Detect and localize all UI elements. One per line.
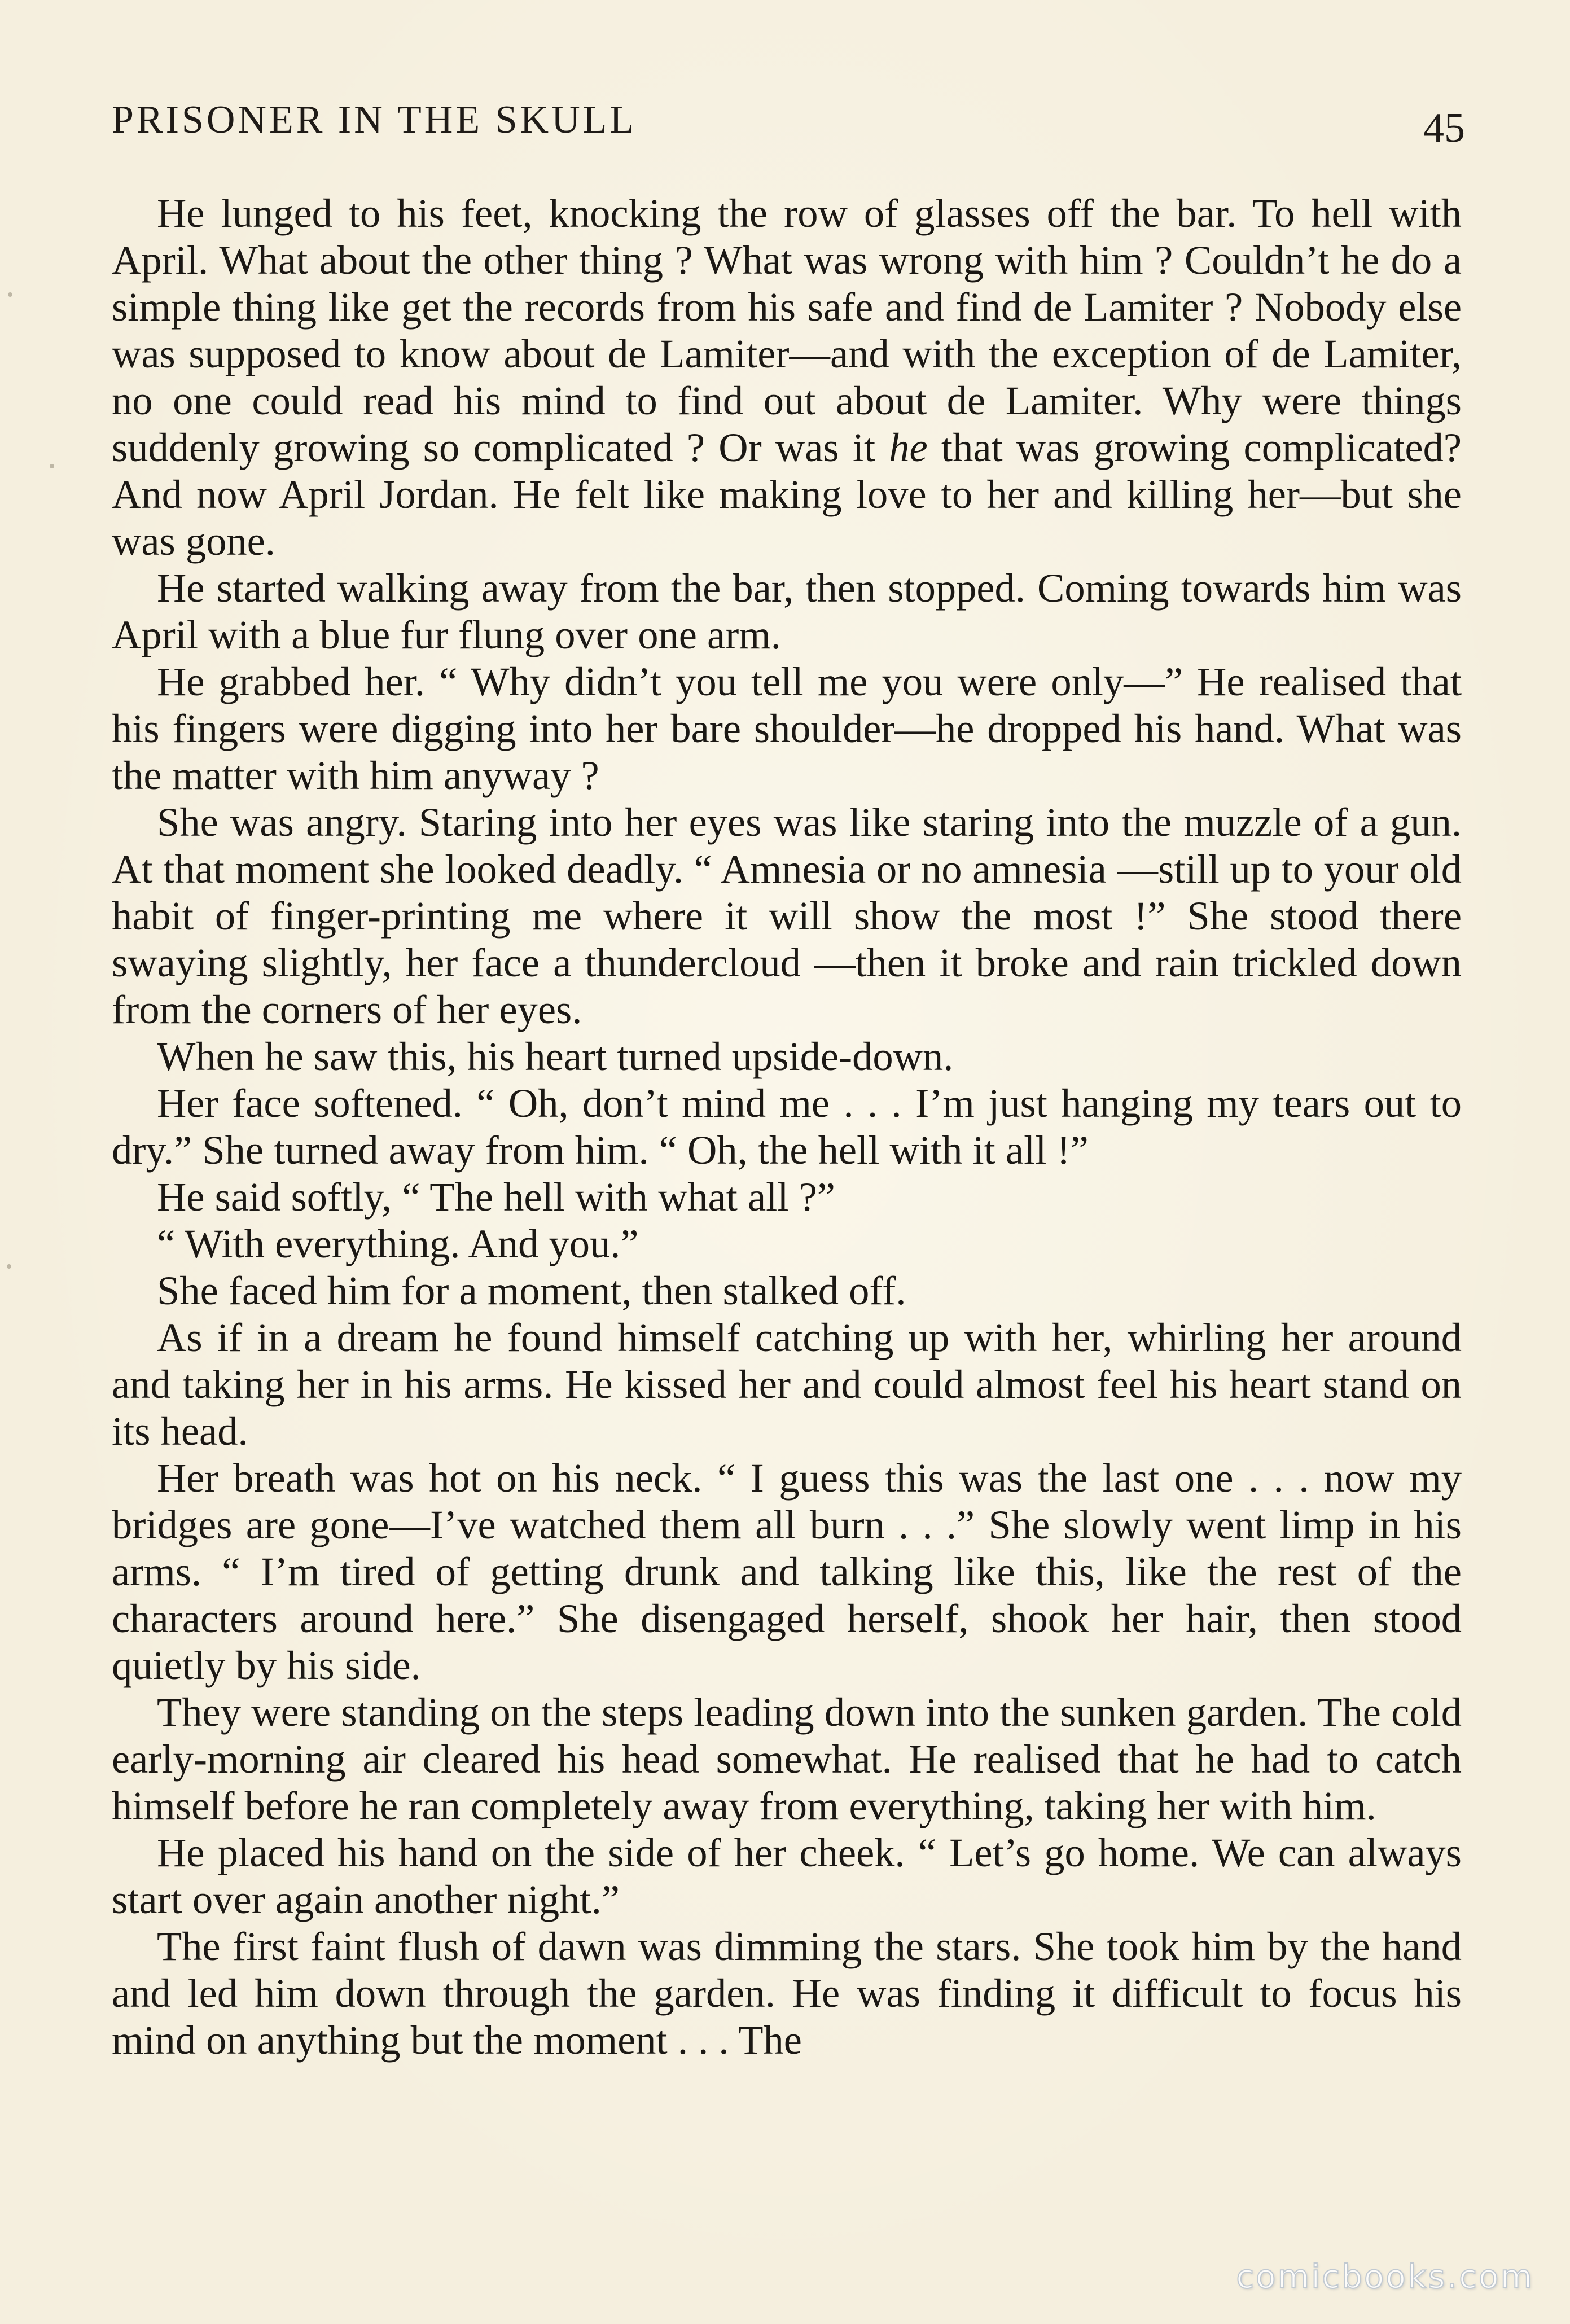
paragraph: Her breath was hot on his neck. “ I guess this was the last one . . . now my bridges are gone—I’ve watched them all burn . . .” She slowly went limp in his arms. “ I’m tired of getting drunk and talking like this, like the rest of the characters around here.” She disengaged herself, shook her hair, then stood quietly by his side.	[112, 1455, 1462, 1688]
paragraph: She was angry. Staring into her eyes was like staring into the muzzle of a gun. At that moment she looked deadly. “ Amnesia or no amnesia —still up to your old habit of finger-printing me where it will show the most !” She stood there swaying slightly, her face a thundercloud —then it broke and rain trickled down from the corners of her eyes.	[112, 799, 1462, 1032]
paragraph: They were standing on the steps leading down into the sunken garden. The cold early-morning air cleared his head somewhat. He realised that he had to catch himself before he ran completely away from everything, taking her with him.	[112, 1689, 1462, 1828]
paper-speck	[7, 1264, 11, 1269]
paragraph: As if in a dream he found himself catching up with her, whirling her around and taking her in his arms. He kissed her and could almost feel his heart stand on its head.	[112, 1314, 1462, 1454]
paper-speck	[8, 292, 12, 297]
running-title: PRISONER IN THE SKULL	[112, 98, 637, 142]
emphasis: he	[889, 424, 928, 470]
paper-speck	[50, 464, 54, 468]
watermark: comicbooks.com	[1236, 2257, 1534, 2296]
paragraph: He started walking away from the bar, then stopped. Coming towards him was April with a blue fur flung over one arm.	[112, 565, 1462, 657]
paragraph: He placed his hand on the side of her cheek. “ Let’s go home. We can always start over again another night.”	[112, 1830, 1462, 1922]
paragraph: The first faint flush of dawn was dimming the stars. She took him by the hand and led him down through the garden. He was finding it difficult to focus his mind on anything but the moment . . . The	[112, 1923, 1462, 2063]
paragraph: He grabbed her. “ Why didn’t you tell me you were only—” He realised that his fingers were digging into her bare shoulder—he dropped his hand. What was the matter with him anyway ?	[112, 659, 1462, 798]
paragraph: He said softly, “ The hell with what all ?”	[157, 1174, 835, 1220]
paragraph: Her face softened. “ Oh, don’t mind me . . . I’m just hanging my tears out to dry.” She turned away from him. “ Oh, the hell with it all !”	[112, 1080, 1462, 1173]
paragraph: When he saw this, his heart turned upside-down.	[157, 1033, 954, 1079]
paragraph: She faced him for a moment, then stalked off.	[157, 1268, 906, 1313]
page-number: 45	[1423, 105, 1465, 151]
paragraph: “ With everything. And you.”	[157, 1221, 639, 1266]
paragraph: He lunged to his feet, knocking the row of glasses off the bar. To hell with April. What about the other thing ? What was wrong with him ? Couldn’t he do a simple thing like get the records from his safe and find de Lamiter ? Nobody else was supposed to know about de Lamiter—and with the exception of de Lamiter, no one could read his mind to find out about de Lamiter. Why were things suddenly growing so complicated ? Or was it he that was growing complicated? And now April Jordan. He felt like making love to her and killing her—but she was gone.	[112, 190, 1462, 564]
body-text	[112, 190, 1462, 2063]
